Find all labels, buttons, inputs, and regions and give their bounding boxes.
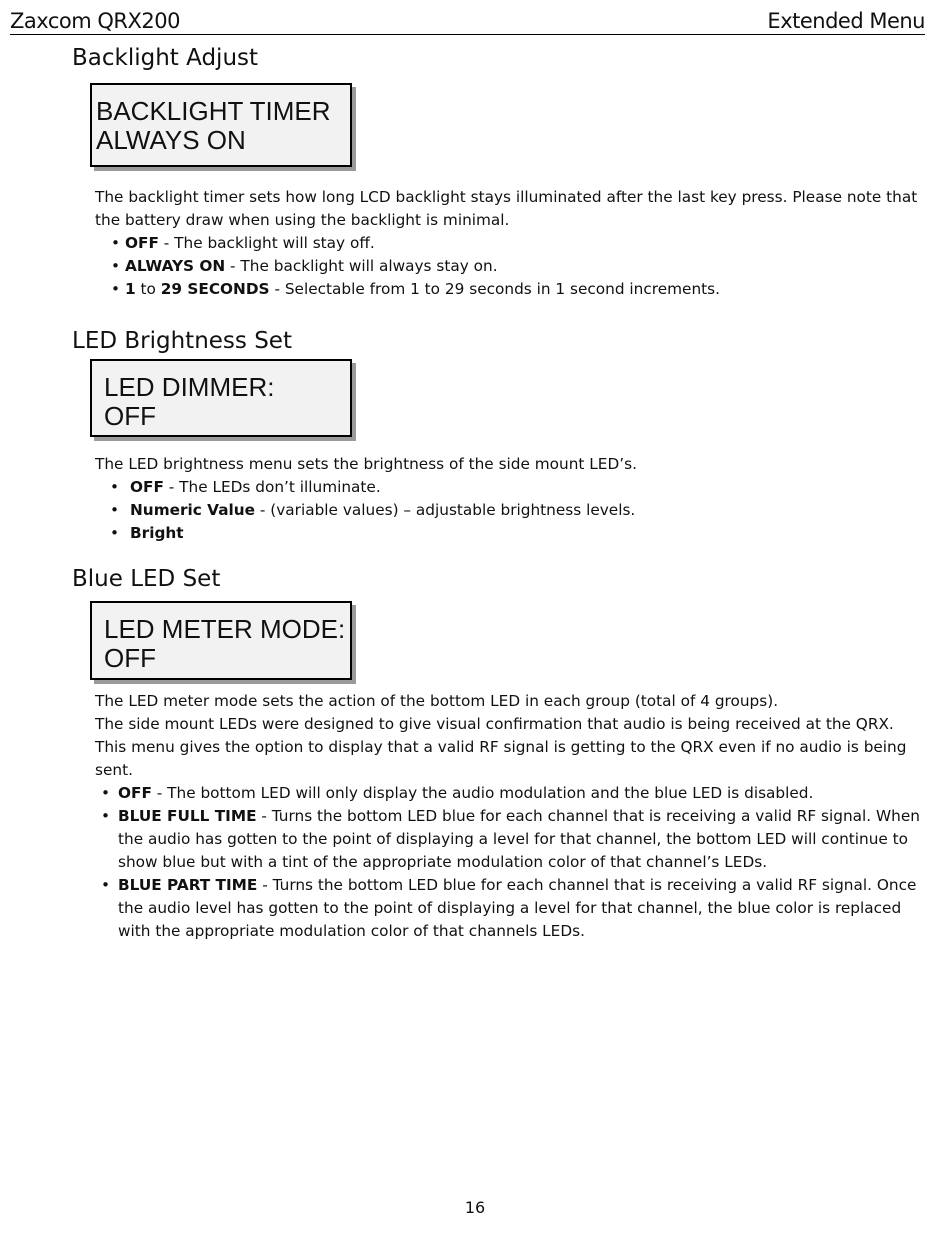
bullet-icon: • <box>111 280 121 298</box>
lcd-display-led-meter-mode <box>90 601 352 680</box>
paragraph: The LED brightness menu sets the brightness of the side mount LED’s. <box>95 455 637 473</box>
section-body-blue-led <box>95 690 925 943</box>
lcd-line-1: LED DIMMER: <box>104 372 275 402</box>
description: - (variable values) – adjustable brightness levels. <box>255 501 636 519</box>
bullet-icon: • <box>110 478 120 496</box>
description: - The LEDs don’t illuminate. <box>163 478 381 496</box>
bullet-icon: • <box>101 807 111 825</box>
header-section-name: Extended Menu <box>767 9 925 33</box>
term: 29 SECONDS <box>160 280 270 298</box>
bullet-icon: • <box>111 234 121 252</box>
term: Numeric Value <box>130 501 256 519</box>
list-item <box>95 782 925 805</box>
section-body-backlight <box>95 186 925 301</box>
bullet-icon: • <box>110 524 120 542</box>
description: - Turns the bottom LED blue for each channel that is receiving a valid RF signal. Once the audio level has gotten to the point of displaying a level for that channel, the blue color is replaced with the appropriate modulation color of that channels LEDs. <box>118 876 917 940</box>
section-heading-led-brightness: LED Brightness Set <box>72 328 292 354</box>
bullet-list <box>95 476 925 545</box>
term: BLUE PART TIME <box>118 876 258 894</box>
term: OFF <box>130 478 164 496</box>
list-item <box>95 522 925 545</box>
header-product-name: Zaxcom QRX200 <box>10 9 180 33</box>
term: 1 <box>125 280 136 298</box>
description: - The backlight will stay off. <box>158 234 375 252</box>
bullet-icon: • <box>111 257 121 275</box>
description: - The backlight will always stay on. <box>225 257 498 275</box>
list-item <box>95 499 925 522</box>
term: ALWAYS ON <box>125 257 226 275</box>
lcd-display-backlight <box>90 83 352 167</box>
term: BLUE FULL TIME <box>118 807 257 825</box>
list-item <box>95 874 925 943</box>
paragraph: The LED meter mode sets the action of the bottom LED in each group (total of 4 groups). <box>95 692 779 710</box>
description: - Turns the bottom LED blue for each channel that is receiving a valid RF signal. When the audio has gotten to the point of displaying a level for that channel, the bottom LED will continue to show blue but with a tint of the appropriate modulation color of that channel’s LEDs. <box>118 807 920 871</box>
lcd-line-1: LED METER MODE: <box>104 614 346 644</box>
connector-text: to <box>135 280 161 298</box>
lcd-line-2: OFF <box>104 401 156 431</box>
description: - Selectable from 1 to 29 seconds in 1 second increments. <box>269 280 720 298</box>
bullet-list <box>95 232 925 301</box>
paragraph: The side mount LEDs were designed to give visual confirmation that audio is being received at the QRX. This menu gives the option to display that a valid RF signal is getting to the QRX even if no audio is being sent. <box>95 715 907 779</box>
term: Bright <box>130 524 184 542</box>
description: - The bottom LED will only display the audio modulation and the blue LED is disabled. <box>151 784 814 802</box>
section-heading-backlight: Backlight Adjust <box>72 45 259 71</box>
lcd-line-2: ALWAYS ON <box>96 125 246 155</box>
lcd-display-led-dimmer <box>90 359 352 437</box>
bullet-icon: • <box>101 876 111 894</box>
section-body-led-brightness <box>95 453 925 545</box>
page-number: 16 <box>464 1198 486 1217</box>
paragraph: The backlight timer sets how long LCD backlight stays illuminated after the last key press. Please note that the battery draw when using the backlight is minimal. <box>95 188 918 229</box>
page-header <box>10 8 925 35</box>
list-item <box>95 232 925 255</box>
list-item <box>95 805 925 874</box>
bullet-list <box>95 782 925 943</box>
section-heading-blue-led: Blue LED Set <box>72 566 221 592</box>
lcd-line-2: OFF <box>104 643 156 673</box>
lcd-line-1: BACKLIGHT TIMER <box>96 96 331 126</box>
term: OFF <box>118 784 152 802</box>
list-item <box>95 476 925 499</box>
list-item <box>95 255 925 278</box>
term: OFF <box>125 234 159 252</box>
bullet-icon: • <box>110 501 120 519</box>
list-item <box>95 278 925 301</box>
bullet-icon: • <box>101 784 111 802</box>
